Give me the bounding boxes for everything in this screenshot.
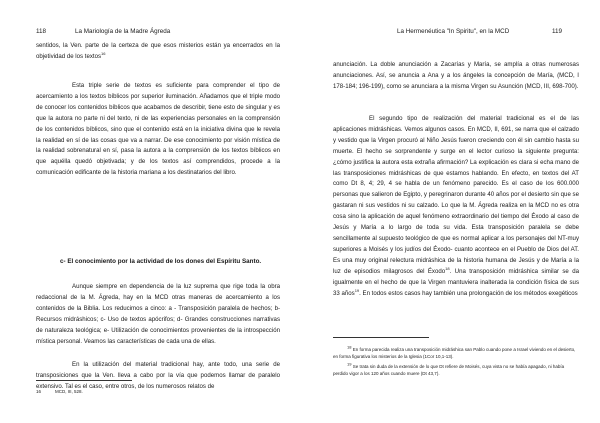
footnote-18-number: 18 bbox=[347, 344, 352, 350]
footnote-16-number: 16 bbox=[36, 389, 42, 394]
footnote-ref-16: 16 bbox=[101, 50, 106, 56]
left-paragraph-3: Aunque siempre en dependencia de la luz suprema que rige toda la obra redaccional de la M. Ágreda, hay en la MCD otras maneras de acercamiento a los contenidos de la Biblia. Los reducimos a cinco: a - Transposición paralela de hechos; b- Recursos midráshicos; c- Uso de textos apócrifos; d- Grandes construcciones narrativas de naturaleza teológica; e- Utilización de conocimientos provenientes de la introspección mística personal. Veamos las características de cada una de ellas. bbox=[36, 283, 280, 345]
right-paragraph-1: anunciación. La doble anunciación a Zacarías y María, se amplía a otras numerosas anunciaciones. Así, se anuncia a Ana y a los ángeles la concepción de María, (MCD, I 178-184; 196-199), como se anunciara a la misma Virgen su Asunción (MCD, III, 698-700). bbox=[333, 61, 579, 90]
left-paragraph-1 bbox=[36, 41, 280, 63]
footnote-ref-19: 19 bbox=[354, 287, 360, 293]
left-paragraph-1-text: sentidos, la Ven. parte de la certeza de que esos misterios están ya encerrados en la objetividad de los textos bbox=[36, 42, 280, 60]
left-paragraph-4: En la utilización del material tradicional hay, ante todo, una serie de transposiciones que la Ven. lleva a cabo por la vía que podemos llamar de paralelo extensivo. Tal es el caso, entre otros, de los numerosos relatos de bbox=[36, 361, 280, 390]
right-paragraph-2-text-a: El segundo tipo de realización del material tradicional es el de las aplicaciones midráshicas. Vemos algunos casos. En MCD, II, 691, se narra que el calzado y vestido que la Virgen procuró al Niño Jesús fueron creciendo con él sin cambio hasta su muerte. El hecho se sorprendente y surge en el lector curioso la siguiente pregunta: ¿cómo justifica la autora esta extraña afirmación? La explicación es clara si echa mano de las transposiciones midráshicas de que estamos hablando. En efecto, en textos del AT como Dt 8, 4; 29, 4 se habla de un fenómeno parecido. Es el caso de los 600.000 personas que salieron de Egipto, y peregrinaron durante 40 años por el desierto sin que se gastaran ni sus vestidos ni su calzado. Lo que la M. Ágreda realiza en la MCD no es otra cosa sino la aplicación de aquel fenómeno extraordinario del tiempo del Éxodo al caso de Jesús y María a lo largo de toda su vida. Esta transposición paralela se debe sencillamente al supuesto teológico de que es normal aplicar a los personajes del NT-muy superiores a Moisés y los judíos del Éxodo- cuanto acontece en el Pueblo de Dios del AT. Es una muy original relectura midráshica de la historia humana de Jesús y de María a la luz de episodios milagrosos del Éxodo bbox=[333, 115, 579, 275]
left-running-head: La Mariología de la Madre Ágreda bbox=[75, 28, 171, 35]
section-heading: c- El conocimiento por la actividad de los dones del Espíritu Santo. bbox=[60, 258, 262, 265]
left-page-number: 118 bbox=[36, 28, 47, 35]
footnote-rule bbox=[333, 337, 429, 338]
footnote-19-number: 19 bbox=[347, 361, 352, 367]
right-paragraph-2-text-b: . Una transposición midráshica similar se da igualmente en el hecho de que la Virgen mantuviera inalterada la condición física de sus 33 años bbox=[333, 267, 579, 297]
footnote-16-text: MCD, III, 528. bbox=[55, 389, 83, 394]
right-page bbox=[300, 0, 600, 423]
right-paragraph-2-text-c: . En todos estos casos hay también una prolongación de los métodos exegéticos bbox=[359, 289, 578, 297]
left-paragraph-2: Esta triple serie de textos es suficiente para comprender el tipo de acercamiento a los textos bíblicos por superior iluminación. Añadamos que el triple modo de conocer los contenidos bíblicos que acabamos de describir, tiene esto de singular y es que la autora no parte ni del texto, ni de las experiencias personales en la comprensión de los contenidos bíblicos, sino que el contenido está en la iniciativa divina que le revela la realidad en sí de las cosas que va a narrar. De ese conocimiento por visión mística de la realidad sobrenatural en sí, pasa la autora a la comprensión de los textos bíblicos en que aquélla quedó objetivada; y de los textos así comprendidos, procede a la comunicación edificante de la historia mariana a los destinatarios del libro. bbox=[36, 82, 280, 177]
footnote-18 bbox=[333, 346, 579, 361]
footnote-19 bbox=[333, 363, 579, 378]
footnote-ref-18: 18 bbox=[445, 265, 450, 271]
right-running-head: La Hermenéutica "In Spiritu", en la MCD bbox=[397, 28, 510, 35]
footnote-19-text: Se trata sin duda de la extensión de lo que Dt refiere de Moisés, cuya vista no se había apagado, ni había perdido vigor a los 120 años cuando muere (Dt 43,7). bbox=[333, 364, 565, 377]
footnote-rule bbox=[36, 380, 132, 381]
right-page-number: 119 bbox=[552, 28, 563, 35]
footnote-18-text: En forma parecida realiza una transposición midráshica san Pablo cuando pone a Israel viviendo en el desierto, en forma figurativa los misterios de la Iglesia (1Cor 10,1-13). bbox=[333, 347, 576, 360]
right-paragraph-2 bbox=[333, 114, 579, 299]
